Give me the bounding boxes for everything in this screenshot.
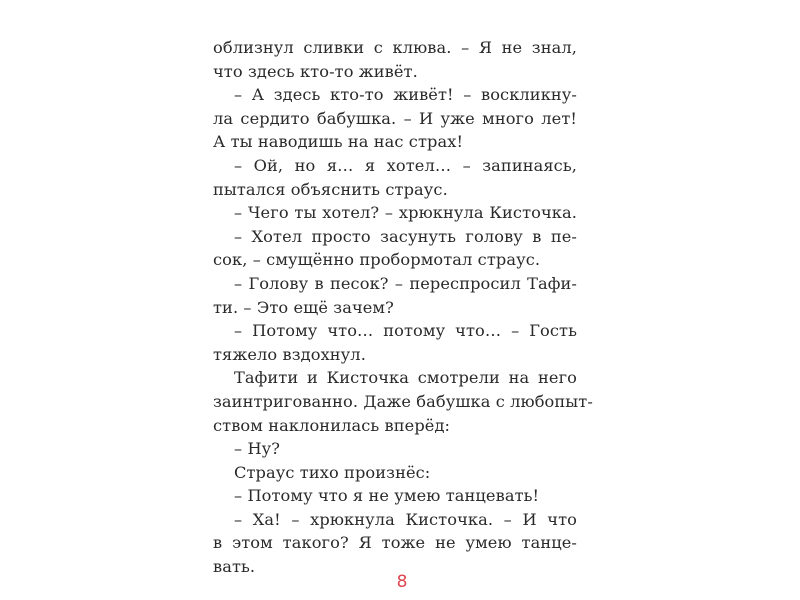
text-line: заинтригованно. Даже бабушка с любопыт-	[213, 391, 593, 411]
page-text	[213, 36, 593, 579]
text-line: облизнул сливки с клюва. – Я не знал,	[213, 38, 577, 57]
text-line: – Ой, но я… я хотел… – запинаясь,	[234, 155, 577, 175]
text-line: пытался объяснить страус.	[213, 179, 448, 199]
text-line: сок, – смущённо пробормотал страус.	[213, 250, 541, 270]
text-line: что здесь кто-то живёт.	[213, 61, 418, 81]
page-number: 8	[396, 572, 408, 592]
text-line: – Потому что… потому что… – Гость	[234, 321, 577, 341]
text-line: – А здесь кто-то живёт! – воскликну-	[234, 85, 577, 105]
text-line: ством наклонилась вперёд:	[213, 415, 451, 435]
text-line: – Чего ты хотел? – хрюкнула Кисточка.	[234, 203, 577, 223]
text-line: А ты наводишь на нас страх!	[213, 132, 464, 152]
text-line: ла сердито бабушка. – И уже много лет!	[213, 108, 577, 128]
text-line: вать.	[213, 557, 256, 577]
text-line: Тафити и Кисточка смотрели на него	[234, 368, 577, 388]
text-line: – Ну?	[234, 439, 281, 459]
text-line: в этом такого? Я тоже не умею танце-	[213, 533, 577, 553]
text-line: Страус тихо произнёс:	[234, 462, 431, 482]
text-line: – Потому что я не умею танцевать!	[234, 486, 540, 506]
text-line: – Ха! – хрюкнула Кисточка. – И что	[234, 509, 577, 529]
text-line: тяжело вздохнул.	[213, 344, 366, 364]
text-line: ти. – Это ещё зачем?	[213, 297, 394, 317]
text-line: – Голову в песок? – переспросил Тафи-	[234, 273, 577, 293]
text-line: – Хотел просто засунуть голову в пе-	[234, 226, 577, 246]
